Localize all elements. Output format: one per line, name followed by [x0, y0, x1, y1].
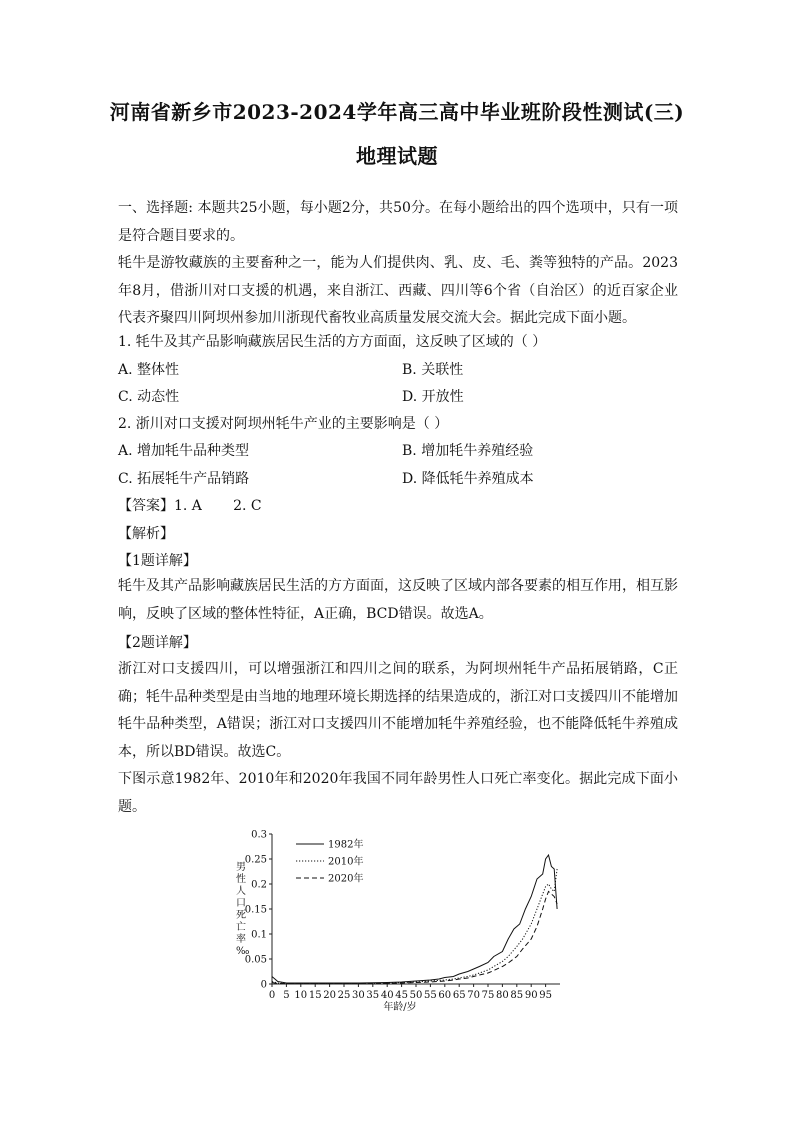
- y-tick-label: 0.15: [244, 904, 267, 916]
- exam-title: 河南省新乡市2023-2024学年高三高中毕业班阶段性测试(三): [109, 100, 685, 124]
- x-tick-label: 75: [481, 990, 495, 1001]
- series-line-2010年: [272, 869, 557, 984]
- y-tick-label: 0.25: [244, 854, 267, 866]
- x-tick-labels: [269, 984, 552, 1001]
- series-line-1982年: [272, 855, 557, 983]
- x-tick-label: 40: [380, 990, 394, 1001]
- series-lines: [272, 855, 557, 984]
- y-tick-label: 0: [260, 979, 267, 991]
- question-1-option-d: D. 开放性: [402, 389, 464, 405]
- y-axis-label: 男性人口死亡率‰: [236, 862, 250, 957]
- detail-2-text: 浙江对口支援四川，可以增强浙江和四川之间的联系，为阿坝州牦牛产品拓展销路，C正确；牦牛品种类型是由当地的地理环境长期选择的结果造成的，浙江对口支援四川不能增加牦牛品种类型，A错误；浙江对口支援四川不能增加牦牛养殖经验，也不能降低牦牛养殖成本，所以BD错误。故选C。: [118, 661, 678, 760]
- question-2-option-b: B. 增加牦牛养殖经验: [402, 443, 534, 459]
- question-1-option-b: B. 关联性: [402, 362, 464, 378]
- x-axis-label: 年龄/岁: [383, 1002, 417, 1013]
- x-tick-label: 90: [524, 990, 538, 1001]
- x-tick-label: 85: [510, 990, 524, 1001]
- x-tick-label: 25: [337, 990, 351, 1001]
- section-instructions: 一、选择题: 本题共25小题，每小题2分，共50分。在每小题给出的四个选项中，只有一项是符合题目要求的。: [118, 200, 678, 244]
- y-tick-labels: [245, 830, 272, 991]
- detail-1-text: 牦牛及其产品影响藏族居民生活的方方面面，这反映了区域内部各要素的相互作用，相互影响，反映了区域的整体性特征，A正确，BCD错误。故选A。: [118, 578, 678, 622]
- x-tick-label: 10: [294, 990, 308, 1001]
- x-tick-label: 80: [496, 990, 509, 1001]
- answer-key: 【答案】1. A 2. C: [118, 498, 262, 514]
- x-tick-label: 60: [438, 990, 452, 1001]
- x-tick-label: 15: [308, 990, 322, 1001]
- x-tick-label: 5: [283, 990, 290, 1001]
- x-tick-label: 20: [323, 990, 336, 1001]
- y-tick-label: 0.3: [251, 829, 267, 841]
- x-tick-label: 65: [452, 990, 466, 1001]
- x-tick-label: 95: [539, 990, 552, 1001]
- detail-2-label: 【2题详解】: [118, 635, 197, 651]
- legend-label: 2020年: [328, 873, 364, 885]
- chart-legend: [296, 838, 363, 885]
- y-tick-label: 0.2: [251, 879, 267, 891]
- question-2-option-c: C. 拓展牦牛产品销路: [118, 471, 250, 487]
- series-line-2020年: [272, 892, 557, 984]
- question-passage: 牦牛是游牧藏族的主要畜种之一，能为人们提供肉、乳、皮、毛、粪等独特的产品。2023年8月，借浙川对口支援的机遇，来自浙江、西藏、四川等6个省（自治区）的近百家企业代表齐聚四川阿坝州参加川浙现代畜牧业高质量发展交流大会。据此完成下面小题。: [118, 255, 678, 326]
- detail-1-label: 【1题详解】: [118, 553, 197, 569]
- question-1-option-a: A. 整体性: [118, 362, 180, 378]
- exam-subject-title: 地理试题: [356, 144, 438, 168]
- question-1-option-c: C. 动态性: [118, 389, 180, 405]
- analysis-label: 【解析】: [118, 526, 174, 542]
- figure-intro: 下图示意1982年、2010年和2020年我国不同年龄男性人口死亡率变化。据此完成下面小题。: [118, 771, 678, 815]
- mortality-line-chart: [228, 826, 572, 1018]
- question-2-option-a: A. 增加牦牛品种类型: [118, 443, 250, 459]
- y-tick-label: 0.05: [244, 954, 267, 966]
- x-tick-label: 30: [352, 990, 365, 1001]
- x-tick-label: 35: [366, 990, 380, 1001]
- legend-label: 1982年: [328, 839, 364, 851]
- question-1-stem: 1. 牦牛及其产品影响藏族居民生活的方方面面，这反映了区域的（ ）: [118, 334, 547, 350]
- x-tick-label: 55: [424, 990, 437, 1001]
- mortality-chart: [228, 826, 572, 1018]
- x-tick-label: 70: [467, 990, 480, 1001]
- x-tick-label: 45: [395, 990, 408, 1001]
- question-2-option-d: D. 降低牦牛养殖成本: [402, 471, 534, 487]
- legend-label: 2010年: [328, 856, 364, 868]
- question-2-stem: 2. 浙川对口支援对阿坝州牦牛产业的主要影响是（ ）: [118, 416, 449, 432]
- x-tick-label: 50: [409, 990, 423, 1001]
- y-tick-label: 0.1: [251, 929, 267, 941]
- x-tick-label: 0: [268, 990, 276, 1001]
